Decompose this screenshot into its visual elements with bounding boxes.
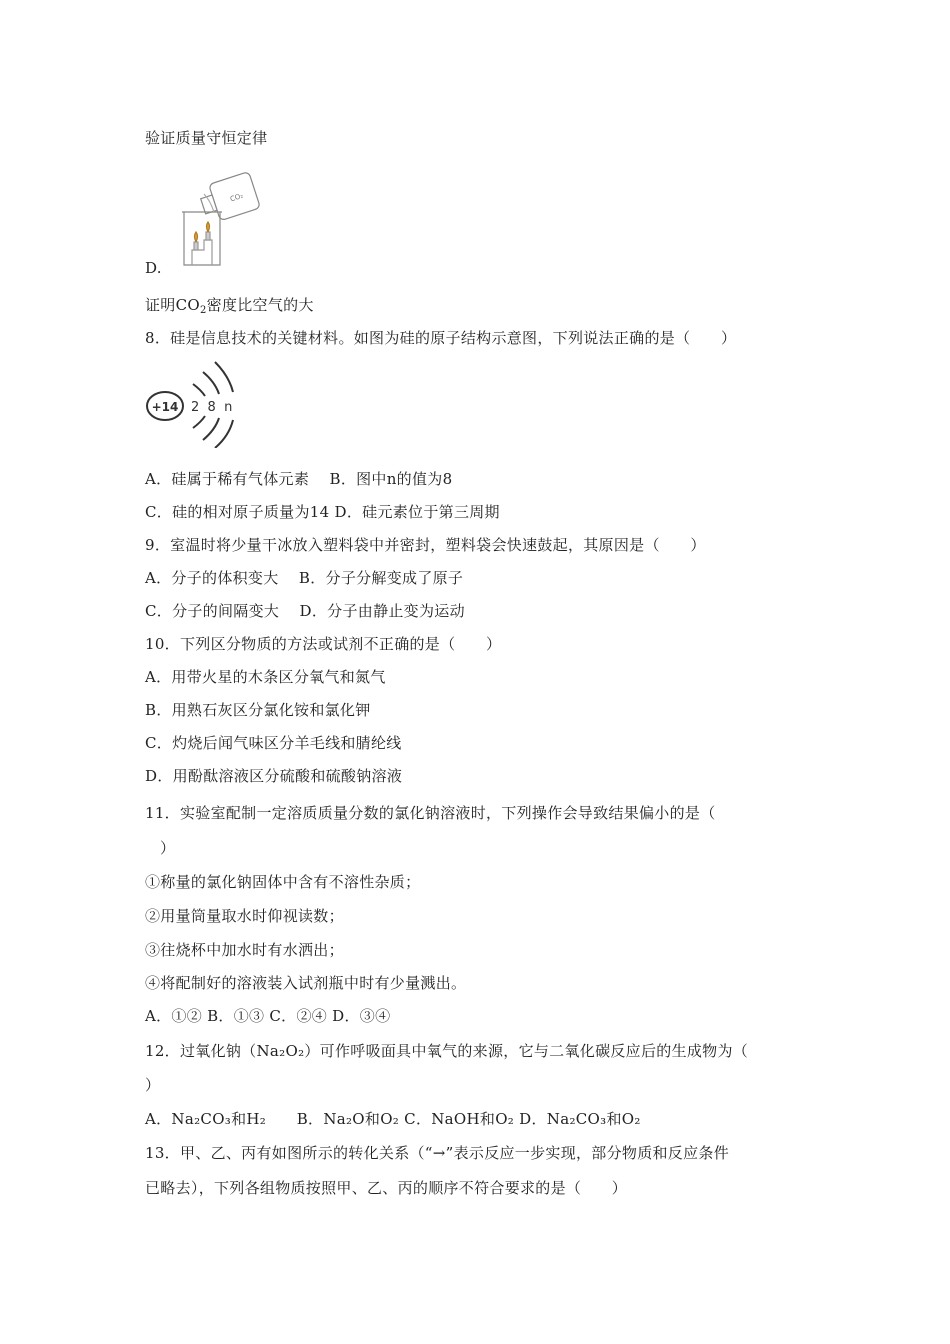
shell-arc-1-bottom xyxy=(193,416,205,428)
shell-arc-2-bottom xyxy=(203,418,219,440)
q11-item-1: ①称量的氯化钠固体中含有不溶性杂质； xyxy=(145,873,421,891)
shell-arc-1-top xyxy=(193,384,205,396)
q11-stem-line2: ） xyxy=(160,839,176,857)
q8-options-line1: A．硅属于稀有气体元素 B．图中n的值为8 xyxy=(145,470,453,488)
q13-stem-line2: 已略去），下列各组物质按照甲、乙、丙的顺序不符合要求的是（ ） xyxy=(145,1179,628,1197)
option-d-label: D. xyxy=(145,259,162,277)
shell-arc-3-top xyxy=(215,362,233,392)
shell-arc-2-top xyxy=(203,372,219,394)
q11-options: A．①② B．①③ C．②④ D．③④ xyxy=(145,1007,391,1025)
upper-flame xyxy=(207,222,210,232)
q10-option-b: B．用熟石灰区分氯化铵和氯化钾 xyxy=(145,701,371,719)
q11-item-2: ②用量筒量取水时仰视读数； xyxy=(145,907,344,925)
q13-stem-line1: 13．甲、乙、丙有如图所示的转化关系（“→”表示反应一步实现，部分物质和反应条件 xyxy=(145,1144,729,1162)
option-d-caption: 证明$CO_2$密度比空气的大 xyxy=(145,296,314,316)
q10-stem: 10．下列区分物质的方法或试剂不正确的是（ ） xyxy=(145,635,502,653)
lower-candle xyxy=(194,242,198,250)
bottle-label: CO₂ xyxy=(229,191,245,204)
q8-options-line2: C．硅的相对原子质量为14 D．硅元素位于第三周期 xyxy=(145,503,500,521)
q9-options-line2: C．分子的间隔变大 D．分子由静止变为运动 xyxy=(145,602,465,620)
lower-flame xyxy=(195,232,198,242)
q9-stem: 9．室温时将少量干冰放入塑料袋中并密封，塑料袋会快速鼓起，其原因是（ ） xyxy=(145,536,706,554)
q10-option-d: D．用酚酞溶液区分硫酸和硫酸钠溶液 xyxy=(145,767,403,785)
q8-stem: 8．硅是信息技术的关键材料。如图为硅的原子结构示意图，下列说法正确的是（ ） xyxy=(145,329,737,347)
prev-option-caption: 验证质量守恒定律 xyxy=(145,129,268,147)
q9-options-line1: A．分子的体积变大 B．分子分解变成了原子 xyxy=(145,569,464,587)
q12-options: A．Na₂CO₃和H₂ B．Na₂O和O₂ C．NaOH和O₂ D．Na₂CO₃和O₂ xyxy=(145,1110,641,1128)
beaker xyxy=(184,212,220,265)
q11-item-4: ④将配制好的溶液装入试剂瓶中时有少量溅出。 xyxy=(145,974,467,992)
nucleus-charge: +14 xyxy=(151,400,179,414)
q12-stem-line1: 12．过氧化钠（Na₂O₂）可作呼吸面具中氧气的来源，它与二氧化碳反应后的生成物为（ xyxy=(145,1042,749,1060)
electron-shell-counts: 2 8 n xyxy=(191,400,233,415)
co2-pouring-figure xyxy=(170,160,280,270)
q12-stem-line2: ） xyxy=(145,1076,161,1094)
q10-option-a: A．用带火星的木条区分氧气和氮气 xyxy=(145,668,386,686)
q11-item-3: ③往烧杯中加水时有水洒出； xyxy=(145,941,344,959)
shell-arc-3-bottom xyxy=(215,420,233,448)
upper-candle xyxy=(206,232,210,240)
q10-option-c: C．灼烧后闻气味区分羊毛线和腈纶线 xyxy=(145,734,402,752)
silicon-atom-diagram xyxy=(143,358,253,448)
q11-stem-line1: 11．实验室配制一定溶质质量分数的氯化钠溶液时，下列操作会导致结果偏小的是（ xyxy=(145,804,716,822)
